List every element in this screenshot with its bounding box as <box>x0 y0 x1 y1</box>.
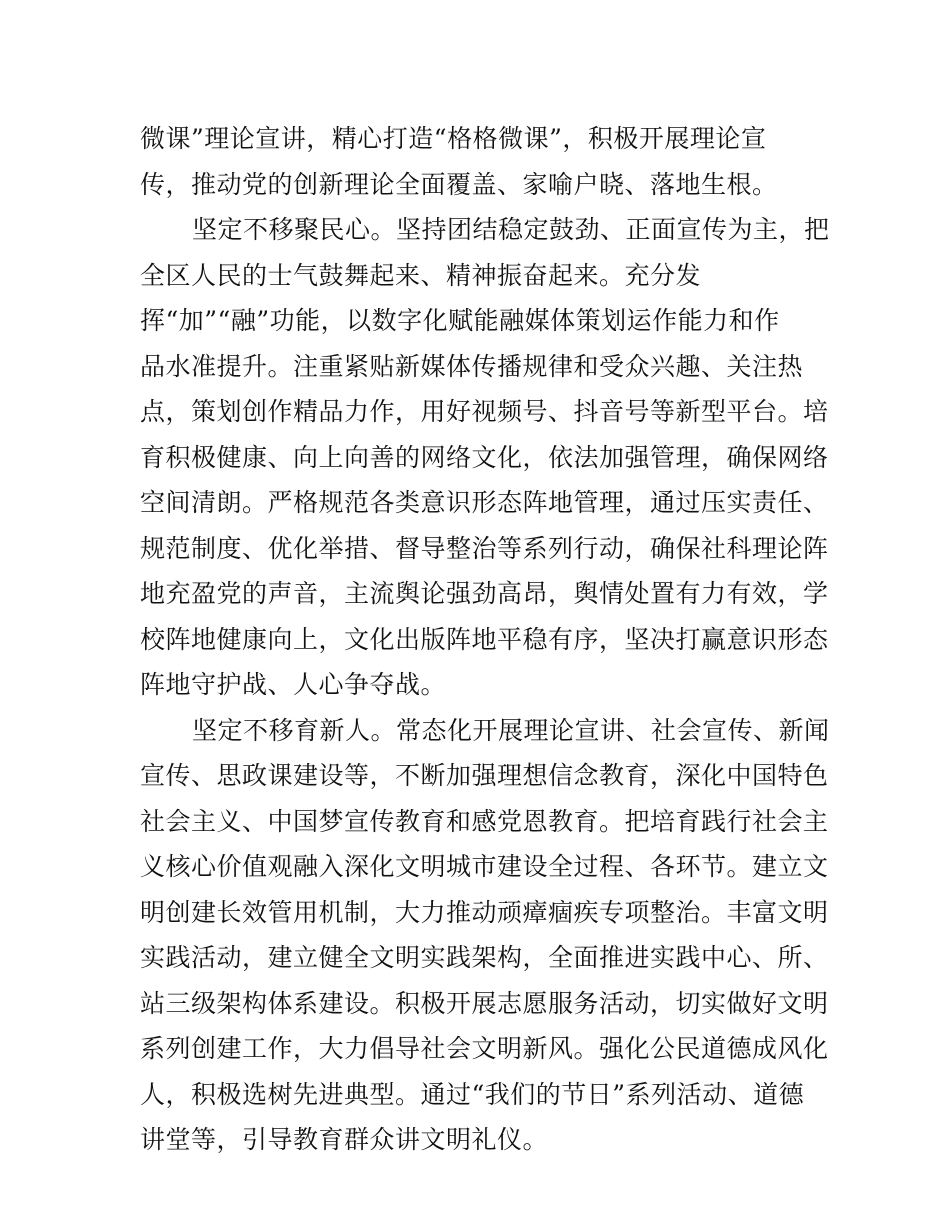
body-text <box>140 116 830 1163</box>
text-line: 点，策划创作精品力作，用好视频号、抖音号等新型平台。培 <box>140 397 829 426</box>
text-line: 实践活动，建立健全文明实践架构，全面推进实践中心、所、 <box>140 943 829 972</box>
text-line: 微课”理论宣讲，精心打造“格格微课”，积极开展理论宣 <box>140 124 767 153</box>
text-line: 社会主义、中国梦宣传教育和感党恩教育。把培育践行社会主 <box>140 806 829 836</box>
text-line: 义核心价值观融入深化文明城市建设全过程、各环节。建立文 <box>140 852 829 881</box>
text-line: 人，积极选树先进典型。通过“我们的节日”系列活动、道德 <box>140 1079 805 1109</box>
text-line: 规范制度、优化举措、督导整治等系列行动，确保社科理论阵 <box>140 533 829 563</box>
text-line: 明创建长效管用机制，大力推动顽瘴痼疾专项整治。丰富文明 <box>140 897 829 927</box>
text-line: 品水准提升。注重紧贴新媒体传播规律和受众兴趣、关注热 <box>140 351 804 381</box>
text-line: 地充盈党的声音，主流舆论强劲高昂，舆情处置有力有效，学 <box>140 579 829 608</box>
text-line: 校阵地健康向上，文化出版阵地平稳有序，坚决打赢意识形态 <box>140 624 829 654</box>
text-line: 传，推动党的创新理论全面覆盖、家喻户晓、落地生根。 <box>140 169 778 199</box>
text-line: 阵地守护战、人心争夺战。 <box>140 670 447 699</box>
text-line: 全区人民的士气鼓舞起来、精神振奋起来。充分发 <box>140 260 702 290</box>
paragraph-first-line: 坚定不移聚民心。坚持团结稳定鼓劲、正面宣传为主，把 <box>192 215 830 244</box>
text-line: 系列创建工作，大力倡导社会文明新风。强化公民道德成风化 <box>140 1034 829 1063</box>
text-line: 宣传、思政课建设等，不断加强理想信念教育，深化中国特色 <box>140 761 829 790</box>
text-line: 站三级架构体系建设。积极开展志愿服务活动，切实做好文明 <box>140 988 829 1018</box>
text-line: 育积极健康、向上向善的网络文化，依法加强管理，确保网络 <box>140 442 829 472</box>
text-line: 讲堂等，引导教育群众讲文明礼仪。 <box>140 1125 549 1154</box>
text-line: 挥“加”“融”功能，以数字化赋能融媒体策划运作能力和作 <box>140 306 780 335</box>
text-line: 空间清朗。严格规范各类意识形态阵地管理，通过压实责任、 <box>140 488 829 517</box>
paragraph-first-line: 坚定不移育新人。常态化开展理论宣讲、社会宣传、新闻 <box>192 715 830 745</box>
